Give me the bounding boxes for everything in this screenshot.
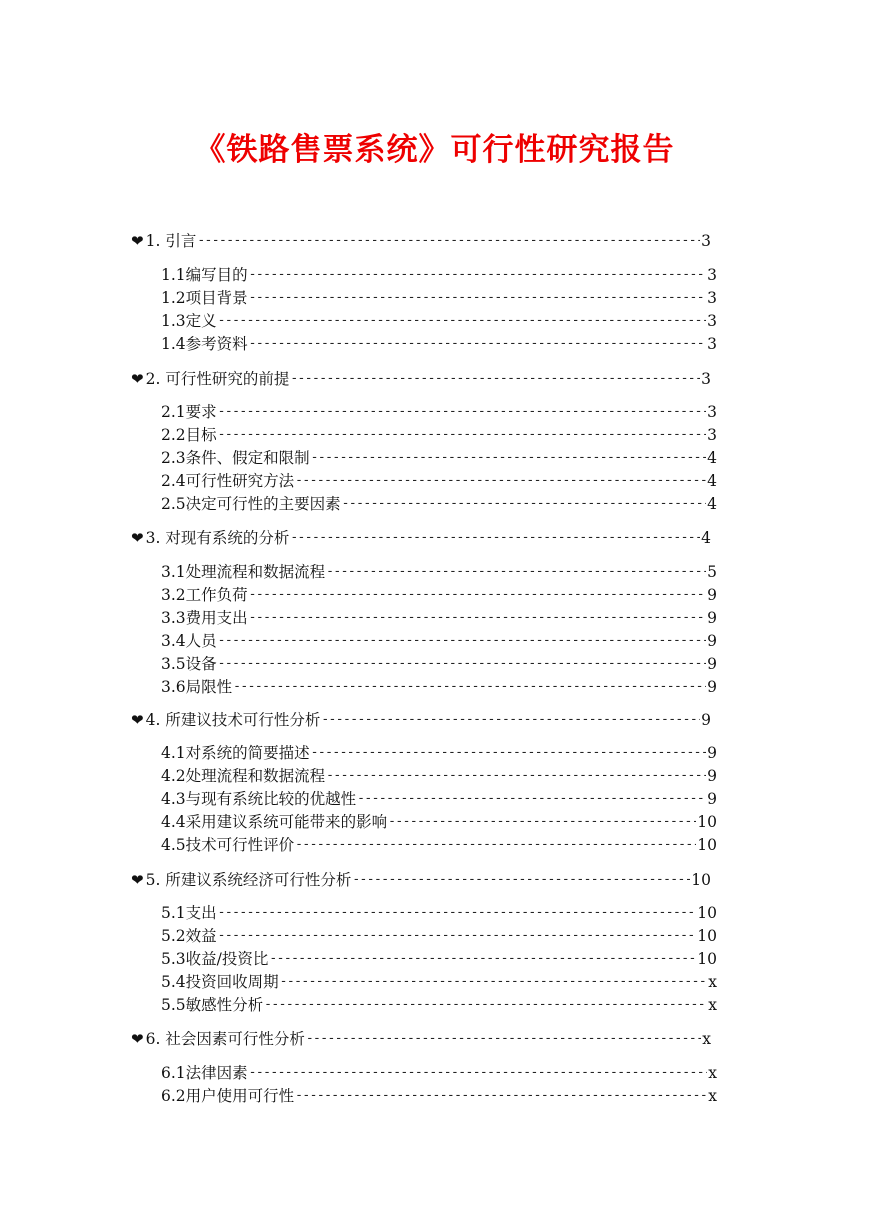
- toc-page-number: x: [708, 1064, 717, 1082]
- toc-entry-label: [146, 869, 352, 891]
- toc-entry-number: 1.3: [161, 312, 186, 330]
- toc-subsection-entry[interactable]: [161, 607, 717, 629]
- toc-entry-title: 用户使用可行性: [185, 1087, 295, 1105]
- toc-entry-number: 5.3: [161, 950, 186, 968]
- toc-entry-title: 可行性研究方法: [185, 472, 295, 490]
- toc-entry-title: 局限性: [185, 678, 233, 696]
- toc-entry-label: [161, 742, 310, 764]
- toc-page-number: x: [708, 1087, 717, 1105]
- toc-dash-leader: [280, 971, 708, 993]
- toc-page-number: 4: [707, 449, 717, 467]
- toc-entry-label: [161, 653, 217, 675]
- toc-entry-title: 技术可行性评价: [185, 836, 295, 854]
- toc-section-entry[interactable]: [131, 709, 711, 731]
- toc-entry-label: [161, 948, 268, 970]
- toc-page-number: x: [702, 1030, 711, 1048]
- toc-entry-title: 设备: [185, 655, 217, 673]
- toc-entry-label: [161, 811, 387, 833]
- toc-entry-title: 社会因素可行性分析: [165, 1030, 305, 1048]
- toc-entry-number: 5.: [145, 871, 161, 889]
- toc-entry-label: [161, 493, 341, 515]
- toc-entry-number: 4.2: [161, 767, 186, 785]
- toc-page-number: 3: [701, 232, 711, 250]
- toc-page-number: 9: [707, 586, 717, 604]
- document-title: 《铁路售票系统》可行性研究报告: [194, 132, 675, 168]
- toc-dash-leader: [311, 742, 706, 764]
- toc-page-number: 3: [707, 335, 717, 353]
- toc-entry-label: [146, 1028, 305, 1050]
- toc-dash-leader: [295, 834, 696, 856]
- toc-dash-leader: [249, 333, 706, 355]
- toc-entry-number: 6.2: [161, 1087, 186, 1105]
- toc-subsection-entry[interactable]: [161, 401, 717, 423]
- toc-entry-label: [161, 401, 217, 423]
- toc-entry-number: 4.: [145, 711, 161, 729]
- toc-page-number: 10: [697, 927, 717, 945]
- toc-entry-number: 1.1: [161, 266, 186, 284]
- toc-entry-label: [161, 264, 248, 286]
- toc-entry-label: [161, 584, 248, 606]
- toc-page-number: 9: [701, 711, 711, 729]
- toc-dash-leader: [311, 447, 706, 469]
- toc-entry-label: [146, 368, 290, 390]
- toc-page-number: 9: [707, 655, 717, 673]
- toc-page-number: 4: [707, 472, 717, 490]
- toc-entry-number: 6.: [145, 1030, 161, 1048]
- toc-entry-number: 2.1: [161, 403, 186, 421]
- toc-dash-leader: [264, 994, 707, 1016]
- toc-entry-label: [161, 765, 325, 787]
- toc-entry-number: 6.1: [161, 1064, 186, 1082]
- toc-dash-leader: [352, 869, 690, 891]
- toc-entry-title: 采用建议系统可能带来的影响: [185, 813, 388, 831]
- toc-subsection-entry[interactable]: [161, 1062, 717, 1084]
- toc-section-entry[interactable]: [131, 1028, 711, 1050]
- toc-page-number: 3: [707, 266, 717, 284]
- toc-entry-title: 编写目的: [185, 266, 248, 284]
- toc-entry-label: [161, 561, 325, 583]
- toc-entry-title: 法律因素: [185, 1064, 248, 1082]
- toc-dash-leader: [290, 527, 700, 549]
- toc-entry-title: 目标: [185, 426, 217, 444]
- toc-entry-label: [161, 925, 217, 947]
- toc-dash-leader: [249, 607, 706, 629]
- toc-entry-label: [161, 1085, 294, 1107]
- toc-entry-label: [161, 287, 248, 309]
- toc-subsection-entry[interactable]: [161, 264, 717, 286]
- toc-subsection-entry[interactable]: [161, 765, 717, 787]
- toc-entry-number: 5.2: [161, 927, 186, 945]
- toc-entry-number: 1.: [145, 232, 161, 250]
- toc-dash-leader: [218, 630, 706, 652]
- toc-dash-leader: [218, 310, 706, 332]
- toc-entry-number: 4.1: [161, 744, 186, 762]
- toc-subsection-entry[interactable]: [161, 287, 717, 309]
- toc-dash-leader: [295, 470, 706, 492]
- toc-entry-number: 3.4: [161, 632, 186, 650]
- toc-entry-title: 支出: [185, 904, 217, 922]
- toc-subsection-entry[interactable]: [161, 994, 717, 1016]
- toc-entry-label: [146, 527, 290, 549]
- toc-page-number: 9: [707, 678, 717, 696]
- toc-entry-title: 所建议技术可行性分析: [165, 711, 321, 729]
- toc-entry-number: 4.3: [161, 790, 186, 808]
- toc-entry-title: 可行性研究的前提: [165, 370, 290, 388]
- toc-subsection-entry[interactable]: [161, 333, 717, 355]
- toc-subsection-entry[interactable]: [161, 925, 717, 947]
- toc-entry-number: 3.5: [161, 655, 186, 673]
- toc-entry-label: [161, 788, 356, 810]
- toc-subsection-entry[interactable]: [161, 493, 717, 515]
- toc-entry-title: 工作负荷: [185, 586, 248, 604]
- toc-dash-leader: [326, 561, 706, 583]
- toc-entry-number: 3.6: [161, 678, 186, 696]
- toc-entry-title: 与现有系统比较的优越性: [185, 790, 357, 808]
- heart-icon: ❤: [131, 871, 144, 889]
- toc-entry-label: [161, 994, 263, 1016]
- toc-entry-number: 2.: [145, 370, 161, 388]
- toc-entry-number: 3.3: [161, 609, 186, 627]
- toc-subsection-entry[interactable]: [161, 811, 717, 833]
- toc-dash-leader: [218, 401, 706, 423]
- toc-dash-leader: [249, 1062, 708, 1084]
- toc-page-number: 9: [707, 767, 717, 785]
- toc-dash-leader: [290, 368, 700, 390]
- toc-page-number: 9: [707, 790, 717, 808]
- toc-subsection-entry[interactable]: [161, 447, 717, 469]
- toc-entry-label: [161, 834, 294, 856]
- toc-entry-number: 2.3: [161, 449, 186, 467]
- toc-entry-title: 引言: [165, 232, 197, 250]
- toc-subsection-entry[interactable]: [161, 948, 717, 970]
- toc-subsection-entry[interactable]: [161, 470, 717, 492]
- toc-page-number: x: [708, 996, 717, 1014]
- heart-icon: ❤: [131, 370, 144, 388]
- toc-dash-leader: [249, 584, 706, 606]
- toc-page-number: 10: [697, 904, 717, 922]
- toc-section-entry[interactable]: [131, 230, 711, 252]
- toc-entry-title: 对系统的简要描述: [185, 744, 310, 762]
- toc-page-number: x: [708, 973, 717, 991]
- toc-dash-leader: [342, 493, 706, 515]
- toc-subsection-entry[interactable]: [161, 424, 717, 446]
- toc-subsection-entry[interactable]: [161, 561, 717, 583]
- toc-subsection-entry[interactable]: [161, 310, 717, 332]
- toc-entry-label: [146, 230, 197, 252]
- toc-page-number: 3: [701, 370, 711, 388]
- toc-dash-leader: [197, 230, 700, 252]
- toc-entry-title: 效益: [185, 927, 217, 945]
- toc-entry-label: [161, 447, 310, 469]
- toc-dash-leader: [269, 948, 696, 970]
- toc-entry-label: [161, 470, 294, 492]
- toc-entry-number: 1.2: [161, 289, 186, 307]
- toc-entry-title: 所建议系统经济可行性分析: [165, 871, 352, 889]
- toc-entry-number: 5.5: [161, 996, 186, 1014]
- toc-entry-title: 敏感性分析: [185, 996, 264, 1014]
- toc-entry-number: 3.2: [161, 586, 186, 604]
- toc-page-number: 10: [697, 950, 717, 968]
- toc-entry-number: 1.4: [161, 335, 186, 353]
- toc-entry-label: [161, 333, 248, 355]
- toc-entry-title: 对现有系统的分析: [165, 529, 290, 547]
- toc-page-number: 9: [707, 609, 717, 627]
- toc-dash-leader: [388, 811, 696, 833]
- toc-dash-leader: [218, 902, 697, 924]
- toc-subsection-entry[interactable]: [161, 676, 717, 698]
- toc-entry-title: 处理流程和数据流程: [185, 767, 326, 785]
- toc-page-number: 10: [691, 871, 711, 889]
- toc-entry-number: 3.1: [161, 563, 186, 581]
- toc-entry-number: 3.: [145, 529, 161, 547]
- toc-dash-leader: [357, 788, 706, 810]
- toc-page-number: 3: [707, 289, 717, 307]
- toc-subsection-entry[interactable]: [161, 630, 717, 652]
- toc-subsection-entry[interactable]: [161, 971, 717, 993]
- toc-entry-number: 5.1: [161, 904, 186, 922]
- toc-entry-label: [161, 1062, 248, 1084]
- toc-page-number: 4: [707, 495, 717, 513]
- toc-entry-title: 费用支出: [185, 609, 248, 627]
- toc-page-number: 9: [707, 744, 717, 762]
- toc-dash-leader: [326, 765, 706, 787]
- toc-entry-title: 收益/投资比: [185, 950, 269, 968]
- toc-page-number: 3: [707, 312, 717, 330]
- toc-subsection-entry[interactable]: [161, 653, 717, 675]
- toc-entry-number: 2.2: [161, 426, 186, 444]
- toc-page-number: 10: [697, 836, 717, 854]
- toc-subsection-entry[interactable]: [161, 584, 717, 606]
- heart-icon: ❤: [131, 711, 144, 729]
- toc-dash-leader: [218, 424, 706, 446]
- toc-dash-leader: [306, 1028, 701, 1050]
- toc-dash-leader: [233, 676, 706, 698]
- toc-entry-number: 4.5: [161, 836, 186, 854]
- toc-page-number: 5: [707, 563, 717, 581]
- toc-entry-number: 2.4: [161, 472, 186, 490]
- toc-entry-number: 5.4: [161, 973, 186, 991]
- toc-entry-title: 人员: [185, 632, 217, 650]
- toc-entry-number: 2.5: [161, 495, 186, 513]
- toc-entry-title: 决定可行性的主要因素: [185, 495, 341, 513]
- toc-entry-label: [161, 676, 232, 698]
- toc-subsection-entry[interactable]: [161, 1085, 717, 1107]
- toc-page-number: 9: [707, 632, 717, 650]
- toc-subsection-entry[interactable]: [161, 902, 717, 924]
- toc-entry-title: 参考资料: [185, 335, 248, 353]
- toc-dash-leader: [218, 925, 697, 947]
- toc-section-entry[interactable]: [131, 869, 711, 891]
- toc-dash-leader: [249, 287, 706, 309]
- toc-entry-label: [161, 971, 279, 993]
- toc-page-number: 4: [701, 529, 711, 547]
- toc-page-number: 3: [707, 426, 717, 444]
- toc-page-number: 10: [697, 813, 717, 831]
- toc-subsection-entry[interactable]: [161, 834, 717, 856]
- toc-section-entry[interactable]: [131, 368, 711, 390]
- toc-entry-title: 条件、假定和限制: [185, 449, 310, 467]
- toc-entry-label: [161, 424, 217, 446]
- toc-dash-leader: [295, 1085, 707, 1107]
- toc-page-number: 3: [707, 403, 717, 421]
- heart-icon: ❤: [131, 1030, 144, 1048]
- toc-subsection-entry[interactable]: [161, 788, 717, 810]
- toc-entry-label: [161, 630, 217, 652]
- toc-entry-label: [161, 902, 217, 924]
- toc-entry-title: 投资回收周期: [185, 973, 279, 991]
- toc-entry-label: [146, 709, 321, 731]
- toc-dash-leader: [249, 264, 706, 286]
- toc-subsection-entry[interactable]: [161, 742, 717, 764]
- toc-entry-title: 定义: [185, 312, 217, 330]
- heart-icon: ❤: [131, 529, 144, 547]
- toc-entry-title: 要求: [185, 403, 217, 421]
- toc-entry-number: 4.4: [161, 813, 186, 831]
- toc-section-entry[interactable]: [131, 527, 711, 549]
- toc-entry-label: [161, 607, 248, 629]
- toc-entry-title: 处理流程和数据流程: [185, 563, 326, 581]
- heart-icon: ❤: [131, 232, 144, 250]
- toc-dash-leader: [218, 653, 706, 675]
- toc-entry-label: [161, 310, 217, 332]
- toc-entry-title: 项目背景: [185, 289, 248, 307]
- toc-dash-leader: [321, 709, 700, 731]
